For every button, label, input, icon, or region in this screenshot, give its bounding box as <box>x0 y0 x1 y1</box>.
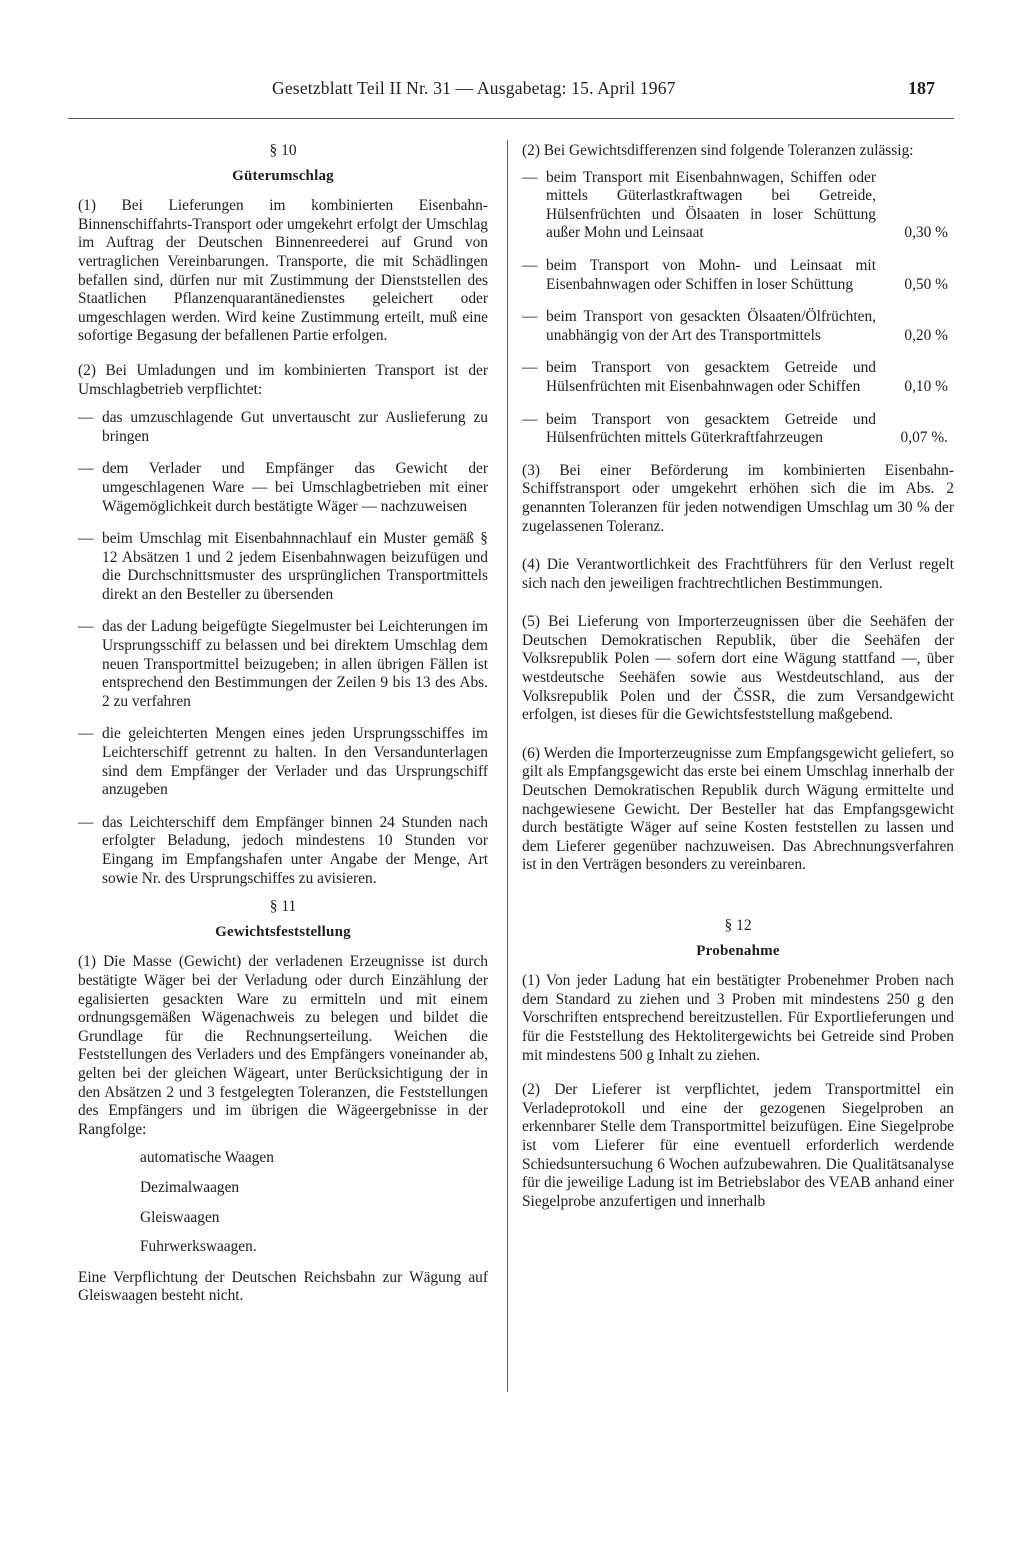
section-12-number: § 12 <box>724 917 752 934</box>
list-item: Dezimalwaagen <box>140 1178 240 1196</box>
column-divider <box>507 140 508 1392</box>
tolerance-item: — beim Transport mit Eisenbahnwagen, Schiffen oder mittels Güterlastkraftwagen bei Getreide, Hülsenfrüchten und Ölsaaten in loser Schüttung außer Mohn und Leinsaat 0,30 % <box>522 168 948 242</box>
list-item: — die geleichterten Mengen eines jeden Ursprungsschiffes im Leichterschiff getrennt zu halten. In den Versandunterlagen sind dem Empfänger der Verlader und das Ursprungschiff anzugeben <box>78 725 488 799</box>
paragraph-5: (5) Bei Lieferung von Importerzeugnissen über die Seehäfen der Deutschen Demokratischen Republik, über die Seehäfen der Volksrepublik Polen — sofern dort eine Wägung stattfand —, über westdeutsche Seehäfen sowie aus Westdeutschland, aus der Volksrepublik Polen und der ČSSR, die zum Versandgewicht erfolgen, ist dieses für die Gewichtsfeststellung maßgebend. <box>522 613 954 724</box>
list-item-text: die geleichterten Mengen eines jeden Ursprungsschiffes im Leichterschiff getrennt zu halten. In den Versandunterlagen sind dem Empfänger der Verlader und das Ursprungschiff anzugeben <box>102 725 488 799</box>
tolerance-text: beim Transport mit Eisenbahnwagen, Schiffen oder mittels Güterlastkraftwagen bei Getreide, Hülsenfrüchten und Ölsaaten in loser Schüttung außer Mohn und Leinsaat <box>546 168 876 242</box>
tolerance-intro: (2) Bei Gewichtsdifferenzen sind folgende Toleranzen zulässig: <box>522 142 914 159</box>
section-12-paragraph-2: (2) Der Lieferer ist verpflichtet, jedem Transportmittel ein Verladeprotokoll und eine der gezogenen Siegelproben an erkennbarer Stelle dem Transportmittel beizufügen. Eine Siegelprobe ist vom Lieferer für eine eventuell erforderlich werdende Schiedsuntersuchung 6 Wochen aufzubewahren. Die Qualitätsanalyse für die jeweilige Ladung ist im Betriebslabor des VEAB anhand einer Siegelprobe anzufertigen und innerhalb <box>522 1081 954 1210</box>
tolerance-value: 0,07 %. <box>900 429 948 447</box>
tolerance-list <box>522 169 954 448</box>
paragraph-3: (3) Bei einer Beförderung im kombinierten Eisenbahn-Schiffstransport oder umgekehrt erhöhen sich die im Abs. 2 genannten Toleranzen für jeden notwendigen Umschlag um 30 % der zugelassenen Toleranz. <box>522 461 954 535</box>
section-10-title: Güterumschlag <box>232 167 334 184</box>
list-item-text: das umzuschlagende Gut unvertauscht zur Auslieferung zu bringen <box>102 409 488 445</box>
page-number: 187 <box>908 78 935 98</box>
list-item-text: dem Verlader und Empfänger das Gewicht der umgeschlagenen Ware — bei Umschlagbetrieben mit einer Wägemöglichkeit durch bestätigte Wäger — nachzuweisen <box>102 460 488 515</box>
tolerance-text: beim Transport von gesackten Ölsaaten/Ölfrüchten, unabhängig von der Art des Transportmittels <box>546 308 876 344</box>
tolerance-value: 0,50 % <box>904 275 948 293</box>
tolerance-item: — beim Transport von gesacktem Getreide und Hülsenfrüchten mittels Güterkraftfahrzeugen 0,07 %. <box>522 410 948 447</box>
right-column <box>522 142 954 1227</box>
header-rule <box>68 118 954 119</box>
section-12-paragraph-1: (1) Von jeder Ladung hat ein bestätigter Probenehmer Proben nach dem Standard zu ziehen und 3 Proben mit mindestens 250 g den Vorschriften entsprechend bereitzustellen. Für Exportlieferungen und für die Feststellung des Hektolitergewichts bei Getreide sind Proben mit mindestens 500 g Inhalt zu ziehen. <box>522 972 954 1064</box>
list-item-text: das der Ladung beigefügte Siegelmuster bei Leichterungen im Ursprungsschiff zu belassen und bei direktem Umschlag dem neuen Transportmittel beizugeben; in allen übrigen Fällen ist entsprechend den Bestimmungen der Zeilen 9 bis 13 des Abs. 2 zu verfahren <box>102 618 488 710</box>
list-item: — das der Ladung beigefügte Siegelmuster bei Leichterungen im Ursprungsschiff zu belassen und bei direktem Umschlag dem neuen Transportmittel beizugeben; in allen übrigen Fällen ist entsprechend den Bestimmungen der Zeilen 9 bis 13 des Abs. 2 zu verfahren <box>78 618 488 710</box>
paragraph-6: (6) Werden die Importerzeugnisse zum Empfangsgewicht geliefert, so gilt als Empfangsgewicht das erste bei einem Umschlag innerhalb der Deutschen Demokratischen Republik durch Wägung ermittelte und nachgewiesene Gewicht. Der Besteller hat das Empfangsgewicht durch bestätigte Wäger auf seine Kosten feststellen zu lassen und dem Lieferer gegenüber nachzuweisen. Das Abrechnungsverfahren ist in den Verträgen besonders zu vereinbaren. <box>522 744 954 874</box>
scale-types-list <box>140 1149 488 1256</box>
list-item: — beim Umschlag mit Eisenbahnnachlauf ein Muster gemäß § 12 Absätzen 1 und 2 jedem Eisenbahnwagen beizufügen und die Durchschnittsmuster des ursprünglichen Transportmittels direkt an den Besteller zu übersenden <box>78 530 488 603</box>
paragraph-4: (4) Die Verantwortlichkeit des Frachtführers für den Verlust regelt sich nach den jeweiligen frachtrechtlichen Bestimmungen. <box>522 556 954 592</box>
section-11-closing-paragraph: Eine Verpflichtung der Deutschen Reichsbahn zur Wägung auf Gleiswaagen besteht nicht. <box>78 1268 488 1305</box>
header-title: Gesetzblatt Teil II Nr. 31 — Ausgabetag: 15. April 1967 <box>272 78 676 98</box>
section-11-paragraph-1: (1) Die Masse (Gewicht) der verladenen Erzeugnisse ist durch bestätigte Wäger bei der Verladung oder durch Einzählung der egalisierten gesackten Ware zu ermitteln und mit einem ordnungsgemäßen Wägenachweis zu belegen und bildet die Grundlage für die Rechnungserteilung. Weichen die Feststellungen des Verladers und des Empfängers voneinander ab, gelten bei der gleichen Wägeart, unter Berücksichtigung der in den Absätzen 2 und 3 festgelegten Toleranzen, die Feststellungen des Empfängers und im übrigen die Wägeergebnisse in der Rangfolge: <box>78 953 488 1138</box>
tolerance-text: beim Transport von gesacktem Getreide und Hülsenfrüchten mittels Güterkraftfahrzeugen <box>546 410 876 447</box>
tolerance-value: 0,10 % <box>904 377 948 395</box>
tolerance-item: — beim Transport von Mohn- und Leinsaat mit Eisenbahnwagen oder Schiffen in loser Schüttung 0,50 % <box>522 256 948 293</box>
section-10-number: § 10 <box>269 142 297 159</box>
section-12-title: Probenahme <box>696 942 780 959</box>
section-10-obligations-list <box>78 409 488 888</box>
list-item: Fuhrwerkswaagen. <box>140 1238 257 1256</box>
list-item: automatische Waagen <box>140 1149 274 1167</box>
list-item: — das Leichterschiff dem Empfänger binnen 24 Stunden nach erfolgter Beladung, jedoch mindestens 10 Stunden vor Eingang im Empfangshafen unter Angabe der Menge, Art sowie Nr. des Ursprungschiffes zu avisieren. <box>78 813 488 887</box>
tolerance-value: 0,20 % <box>904 326 948 344</box>
list-item: — dem Verlader und Empfänger das Gewicht der umgeschlagenen Ware — bei Umschlagbetrieben mit einer Wägemöglichkeit durch bestätigte Wäger — nachzuweisen <box>78 460 488 515</box>
tolerance-item: — beim Transport von gesacktem Getreide und Hülsenfrüchten mit Eisenbahnwagen oder Schiffen 0,10 % <box>522 359 948 395</box>
section-10-paragraph-1: (1) Bei Lieferungen im kombinierten Eisenbahn-Binnenschiffahrts-Transport oder umgekehrt erfolgt der Umschlag im Auftrag der Deutschen Binnenreederei auf Grund von vertraglichen Vereinbarungen. Transporte, die mit Schädlingen befallen sind, dürfen nur mit Zustimmung der Dienststellen des Staatlichen Pflanzenquarantänedienstes geleichert oder umgeschlagen werden. Wird keine Zustimmung erteilt, muß eine sofortige Begasung der befallenen Partie erfolgen. <box>78 197 488 345</box>
section-11-number: § 11 <box>269 898 297 916</box>
section-10-paragraph-2: (2) Bei Umladungen und im kombinierten Transport ist der Umschlagbetrieb verpflichtet: <box>78 361 488 398</box>
tolerance-text: beim Transport von gesacktem Getreide und Hülsenfrüchten mit Eisenbahnwagen oder Schiffen <box>546 359 876 395</box>
left-column <box>78 142 488 1322</box>
list-item: Gleiswaagen <box>140 1208 220 1226</box>
list-item: — das umzuschlagende Gut unvertauscht zur Auslieferung zu bringen <box>78 409 488 445</box>
tolerance-text: beim Transport von Mohn- und Leinsaat mit Eisenbahnwagen oder Schiffen in loser Schüttung <box>546 256 876 293</box>
list-item-text: das Leichterschiff dem Empfänger binnen 24 Stunden nach erfolgter Beladung, jedoch mindestens 10 Stunden vor Eingang im Empfangshafen unter Angabe der Menge, Art sowie Nr. des Ursprungschiffes zu avisieren. <box>102 813 488 887</box>
page-header <box>0 78 1024 108</box>
section-11-title: Gewichtsfeststellung <box>215 923 351 940</box>
list-item-text: beim Umschlag mit Eisenbahnnachlauf ein Muster gemäß § 12 Absätzen 1 und 2 jedem Eisenbahnwagen beizufügen und die Durchschnittsmuster des ursprünglichen Transportmittels direkt an den Besteller zu übersenden <box>102 530 488 603</box>
tolerance-value: 0,30 % <box>904 224 948 242</box>
tolerance-item: — beim Transport von gesackten Ölsaaten/Ölfrüchten, unabhängig von der Art des Transportmittels 0,20 % <box>522 308 948 344</box>
